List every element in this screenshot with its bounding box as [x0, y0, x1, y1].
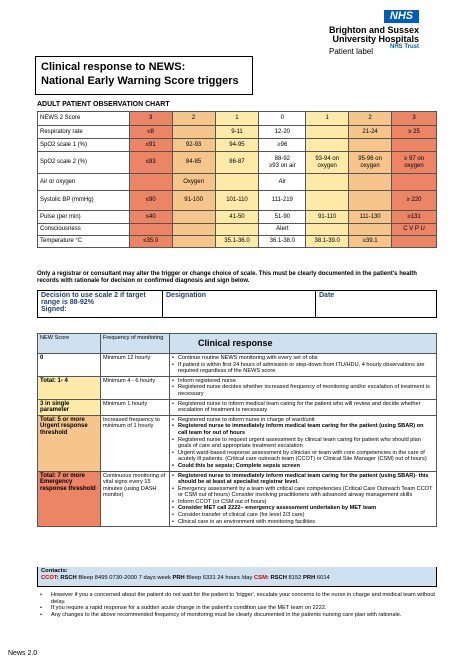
csm-rsch-bleep: 8152	[286, 575, 304, 581]
response-score: 0	[38, 354, 101, 377]
obs-cell: 51-90	[259, 211, 306, 224]
clinical-response-table	[37, 333, 437, 527]
response-header-row	[38, 334, 437, 354]
signed-label: Signed:	[41, 306, 67, 313]
obs-cell	[306, 174, 349, 191]
response-action-item: • Registered nurse to inform nurse in charge of ward/unit	[172, 417, 434, 424]
response-score: 3 in single parameter	[38, 399, 101, 415]
response-score: Total: 1- 4	[38, 376, 101, 399]
obs-cell: 91-110	[306, 211, 349, 224]
prh-bleep: Bleep 6331 24 hours /day	[184, 575, 255, 581]
csm-label: CSM	[254, 575, 267, 581]
response-action-item: • Continue routine NEWS monitoring with every set of obs	[172, 355, 434, 362]
response-action-item: • Registered nurse to request urgent assessment by clinical team caring for patient who should plan goals of care and appropriate treatment escalation	[172, 437, 434, 450]
obs-cell: ≤40	[129, 211, 172, 224]
obs-cell: 84-85	[172, 152, 215, 174]
obs-cell: ≥131	[392, 211, 437, 224]
response-score: Total: 5 or more Urgent response threshold	[38, 415, 101, 471]
response-action-item: • Inform CCOT (or CSM out of hours)	[172, 499, 434, 506]
version-label: News 2.0	[8, 650, 38, 657]
nhs-logo: NHS	[384, 10, 419, 23]
response-action-item: • Consider MET call 2222– emergency assessment undertaken by MET team	[172, 505, 434, 512]
obs-cell: ≤90	[129, 191, 172, 211]
obs-cell	[129, 224, 172, 236]
org-name-line2: University Hospitals	[332, 34, 419, 44]
obs-cell: 1	[215, 112, 259, 126]
obs-row	[38, 152, 437, 174]
obs-cell	[349, 139, 392, 152]
bullet-changes: • Any changes to the above recommended frequency of monitoring must be clearly documented in the patients nursing care plan with rationale.	[37, 612, 447, 619]
designation-label: Designation	[166, 292, 207, 299]
obs-cell: ≤91	[129, 139, 172, 152]
response-row	[38, 376, 437, 399]
obs-row	[38, 126, 437, 139]
title-box	[35, 56, 253, 95]
obs-cell	[306, 139, 349, 152]
obs-row-label: Respiratory rate	[38, 126, 130, 139]
bullet-concern: • However if you a concerned about the patient do not wait for the patient to 'trigger', escalate your concerns to the nurse in charge and medical team without delay.	[37, 592, 447, 605]
obs-row-label: NEWS 2 Score	[38, 112, 130, 126]
response-row	[38, 471, 437, 527]
obs-row	[38, 174, 437, 191]
header-frequency: Frequency of monitoring	[101, 334, 170, 354]
header-clinical-response: Clinical response	[170, 334, 437, 354]
response-row	[38, 354, 437, 377]
obs-cell: ≥ 97 on oxygen	[392, 152, 437, 174]
obs-row	[38, 139, 437, 152]
bullet-met: • If you require a rapid response for a sudden acute change in the patient's condition use the MET team on 2222.	[37, 605, 447, 612]
obs-cell	[392, 139, 437, 152]
observation-chart	[37, 111, 437, 248]
obs-cell	[172, 236, 215, 248]
obs-cell	[306, 191, 349, 211]
obs-cell: 92-93	[172, 139, 215, 152]
prh-label: PRH	[172, 575, 185, 581]
obs-cell: Alert	[259, 224, 306, 236]
designation-cell	[163, 291, 316, 318]
response-row	[38, 415, 437, 471]
obs-cell: ≤35.0	[129, 236, 172, 248]
response-frequency: Minimum 1 hourly	[101, 399, 170, 415]
ccot-label: CCOT	[41, 575, 57, 581]
chart-title: ADULT PATIENT OBSERVATION CHART	[37, 101, 170, 108]
ccot-bleep: Bleep 8495 0730-2000 7 days week	[76, 575, 173, 581]
csm-prh-bleep: 6014	[315, 575, 330, 581]
obs-cell: 2	[349, 112, 392, 126]
obs-row	[38, 236, 437, 248]
response-action-item: • Consider transfer of clinical care (for level 2/3 care)	[172, 512, 434, 519]
response-action-item: • Inform registered nurse	[172, 378, 434, 385]
obs-row-label: Systolic BP (mmHg)	[38, 191, 130, 211]
obs-cell: 21-24	[349, 126, 392, 139]
obs-row-label: Pulse (per min)	[38, 211, 130, 224]
obs-cell: ≥ 220	[392, 191, 437, 211]
response-actions	[170, 471, 437, 527]
obs-row	[38, 112, 437, 126]
rsch2-label: : RSCH	[266, 575, 287, 581]
prh2-label: PRH	[303, 575, 316, 581]
obs-cell	[392, 174, 437, 191]
obs-row-label: Air or oxygen	[38, 174, 130, 191]
title-line2: National Early Warning Score triggers	[41, 75, 239, 87]
response-actions	[170, 376, 437, 399]
obs-row-label: Temperature °C	[38, 236, 130, 248]
response-action-item: • Could this be sepsis; Complete sepsis screen	[172, 463, 434, 470]
header-score: NEW Score	[38, 334, 101, 354]
obs-row	[38, 211, 437, 224]
obs-cell	[306, 126, 349, 139]
response-action-item: • Registered nurse to immediately inform medical team caring for the patient (using SBAR)- this should be at least at specialist registrar level.	[172, 473, 434, 486]
response-action-item: • If patient is within first 24 hours of admission or step-down from ITU/HDU, 4 hourly observations are required regardless of the NEWS score	[172, 362, 434, 375]
obs-cell: ≤8	[129, 126, 172, 139]
obs-cell	[129, 174, 172, 191]
date-cell	[316, 291, 437, 318]
patient-label: Patient label	[329, 47, 374, 56]
obs-row	[38, 224, 437, 236]
obs-cell: 9-11	[215, 126, 259, 139]
scale-decision-box	[37, 290, 437, 318]
title-line1: Clinical response to NEWS:	[41, 61, 186, 73]
obs-cell: 1	[306, 112, 349, 126]
obs-cell: 41-50	[215, 211, 259, 224]
obs-cell: 88-92 ≥93 on air	[259, 152, 306, 174]
obs-cell: ≥96	[259, 139, 306, 152]
org-name-line1: Brighton and Sussex	[328, 25, 419, 35]
response-frequency: Minimum 4 - 6 hourly	[101, 376, 170, 399]
obs-cell: 94-95	[215, 139, 259, 152]
obs-cell: Air	[259, 174, 306, 191]
obs-cell: 111-219	[259, 191, 306, 211]
scale-decision-cell	[38, 291, 163, 318]
obs-cell: 95-96 on oxygen	[349, 152, 392, 174]
response-action-item: • Clinical care in an environment with monitoring facilities	[172, 519, 434, 526]
org-name-line3: NHS Trust	[389, 44, 419, 50]
obs-cell: 36.1-38.0	[259, 236, 306, 248]
guidance-bullets	[37, 592, 447, 618]
obs-row-label: Consciousness	[38, 224, 130, 236]
obs-cell	[172, 126, 215, 139]
obs-cell	[349, 174, 392, 191]
obs-row-label: SpO2 scale 1 (%)	[38, 139, 130, 152]
obs-cell: 38.1-39.0	[306, 236, 349, 248]
obs-cell	[172, 224, 215, 236]
obs-cell: 0	[259, 112, 306, 126]
response-action-item: • Registered nurse to immediately inform medical team caring for the patient (using SBAR) on call team for out of hours	[172, 423, 434, 436]
date-label: Date	[319, 292, 335, 299]
obs-cell	[215, 224, 259, 236]
rsch-label: : RSCH	[56, 575, 77, 581]
obs-cell: 91-100	[172, 191, 215, 211]
response-score: Total: 7 or more Emergency response threshold	[38, 471, 101, 527]
response-actions	[170, 354, 437, 377]
obs-cell	[215, 174, 259, 191]
obs-cell: 3	[129, 112, 172, 126]
obs-cell: ≥39.1	[349, 236, 392, 248]
response-action-item: • Registered nurse decides whether increased frequency of monitoring and/or escalation of treatment is necessary	[172, 384, 434, 397]
response-row	[38, 399, 437, 415]
response-frequency: Minimum 12 hourly	[101, 354, 170, 377]
obs-cell: 3	[392, 112, 437, 126]
obs-cell: 2	[172, 112, 215, 126]
response-actions	[170, 415, 437, 471]
response-frequency: Continuous monitoring of vital signs every 15 minutes (using DASH monitor)	[101, 471, 170, 527]
response-action-item: • Urgent ward-based response assessment by clinician or team with core competencies in the care of acutely ill patients. (Critical care outreach team (CCOT) or Clinical Site Manager (CSM) out of hours)	[172, 450, 434, 463]
obs-cell: Oxygen	[172, 174, 215, 191]
response-actions	[170, 399, 437, 415]
obs-cell	[349, 191, 392, 211]
obs-cell: 86-87	[215, 152, 259, 174]
obs-cell: 12-20	[259, 126, 306, 139]
obs-cell: ≥ 25	[392, 126, 437, 139]
response-action-item: • Emergency assessment by a team with critical care competencies (Critical Care Outreach Team CCOT or CSM out of hours) Consider involving practitioners with advanced airway management skills	[172, 486, 434, 499]
scale-note: Only a registrar or consultant may alter the trigger or change choice of scale. This must be clearly documented in the patient's health records with rationale for decision or confirmed diagnosis and sign below.	[37, 271, 417, 284]
obs-cell: 93-94 on oxygen	[306, 152, 349, 174]
obs-cell	[172, 211, 215, 224]
response-action-item: • Registered nurse to inform medical team caring for the patient who will review and decide whether escalation of treatment is necessary	[172, 401, 434, 414]
contacts-label: Contacts:	[41, 568, 68, 574]
obs-row	[38, 191, 437, 211]
obs-cell: 111-130	[349, 211, 392, 224]
obs-cell	[349, 224, 392, 236]
scale-decision-text: Decision to use scale 2 if target range is 88-92%	[41, 292, 146, 306]
obs-cell	[306, 224, 349, 236]
contacts-box	[37, 567, 437, 587]
response-frequency: Increased frequency to minimum of 1 hourly	[101, 415, 170, 471]
obs-cell	[392, 236, 437, 248]
obs-row-label: SpO2 scale 2 (%)	[38, 152, 130, 174]
obs-cell: C V P U	[392, 224, 437, 236]
obs-cell: 101-110	[215, 191, 259, 211]
obs-cell: 35.1-36.0	[215, 236, 259, 248]
obs-cell: ≤83	[129, 152, 172, 174]
